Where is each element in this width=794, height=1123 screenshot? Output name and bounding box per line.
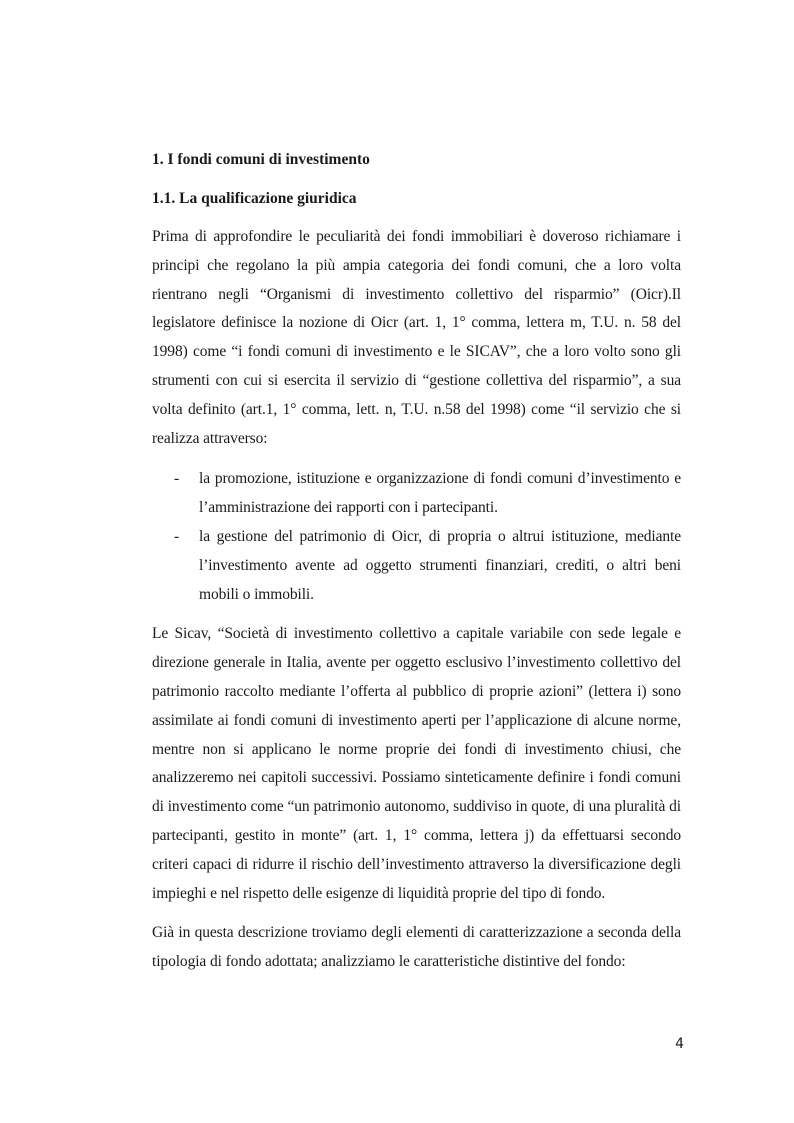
section-heading: 1.1. La qualificazione giuridica [152,190,357,207]
list-item-text: la gestione del patrimonio di Oicr, di propria o altrui istituzione, mediante l’investimento avente ad oggetto strumenti finanziari, crediti, o altri beni mobili o immobili. [199,527,681,603]
list-dash-marker: - [174,470,180,488]
list-item [152,465,681,523]
page-number: 4 [675,1036,684,1052]
list-item-text: la promozione, istituzione e organizzazione di fondi comuni d’investimento e l’amministrazione dei rapporti con i partecipanti. [199,470,681,517]
dash-list [152,465,681,609]
list-dash-marker: - [174,527,180,545]
paragraph-characteristics: Già in questa descrizione troviamo degli elementi di caratterizzazione a seconda della tipologia di fondo adottata; analizziamo le caratteristiche distintive del fondo: [152,924,681,971]
list-item [152,523,681,609]
chapter-heading: 1. I fondi comuni di investimento [152,151,370,168]
paragraph-sicav: Le Sicav, “Società di investimento collettivo a capitale variabile con sede legale e direzione generale in Italia, avente per oggetto esclusivo l’investimento collettivo del patrimonio raccolto mediante l’offerta al pubblico di proprie azioni” (lettera i) sono assimilate ai fondi comuni di investimento aperti per l’applicazione di alcune norme, mentre non si applicano le norme proprie dei fondi di investimento chiusi, che analizzeremo nei capitoli successivi. Possiamo sinteticamente definire i fondi comuni di investimento come “un patrimonio autonomo, suddiviso in quote, di una pluralità di partecipanti, gestito in monte” (art. 1, 1° comma, lettera j) da effettuarsi secondo criteri capaci di ridurre il rischio dell’investimento attraverso la diversificazione degli impieghi e nel rispetto delle esigenze di liquidità proprie del tipo di fondo. [152,625,681,902]
paragraph-intro: Prima di approfondire le peculiarità dei fondi immobiliari è doveroso richiamare i principi che regolano la più ampia categoria dei fondi comuni, che a loro volta rientrano negli “Organismi di investimento collettivo del risparmio” (Oicr).Il legislatore definisce la nozione di Oicr (art. 1, 1° comma, lettera m, T.U. n. 58 del 1998) come “i fondi comuni di investimento e le SICAV”, che a loro volto sono gli strumenti con cui si esercita il servizio di “gestione collettiva del risparmio”, a sua volta definito (art.1, 1° comma, lett. n, T.U. n.58 del 1998) come “il servizio che si realizza attraverso: [152,228,681,447]
page-content [152,147,681,977]
